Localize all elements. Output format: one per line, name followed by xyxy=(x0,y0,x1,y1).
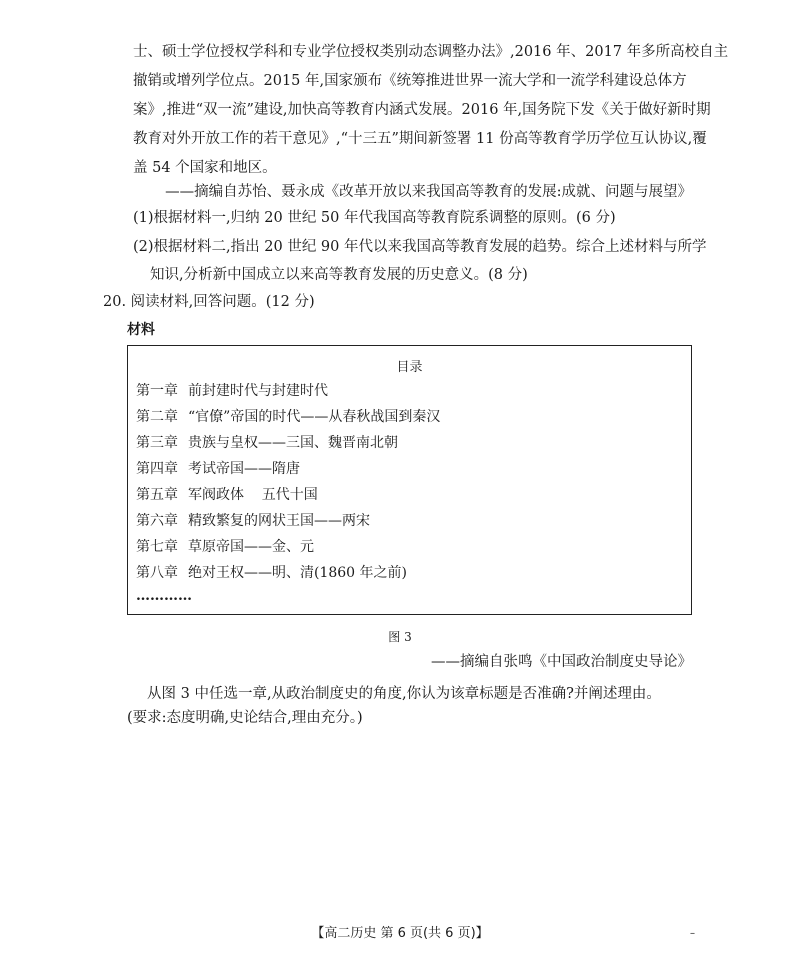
chapter-number: 第二章 xyxy=(136,409,178,425)
question-19-2-cont: 知识,分析新中国成立以来高等教育发展的历史意义。(8 分) xyxy=(150,267,528,283)
material-label: 材料 xyxy=(127,322,155,338)
chapter-number: 第四章 xyxy=(136,461,178,477)
chapter-title: 前封建时代与封建时代 xyxy=(188,383,328,399)
toc-source: ——摘编自张鸣《中国政治制度史导论》 xyxy=(431,654,692,670)
toc-row xyxy=(136,536,314,556)
toc-row xyxy=(136,562,407,582)
toc-row xyxy=(136,458,300,478)
page-footer: 【高二历史 第 6 页(共 6 页)】 xyxy=(311,926,489,941)
chapter-number: 第三章 xyxy=(136,435,178,451)
question-19-2: (2)根据材料二,指出 20 世纪 90 年代以来我国高等教育发展的趋势。综合上述材料与所学 xyxy=(133,239,707,255)
chapter-title: 军阀政体 五代十国 xyxy=(188,487,318,503)
question-19-1: (1)根据材料一,归纳 20 世纪 50 年代我国高等教育院系调整的原则。(6 分) xyxy=(133,210,616,226)
toc-title: 目录 xyxy=(396,360,423,375)
question-20-prompt: 从图 3 中任选一章,从政治制度史的角度,你认为该章标题是否准确?并阐述理由。 xyxy=(147,686,661,702)
paragraph-line: 案》,推进“双一流”建设,加快高等教育内涵式发展。2016 年,国务院下发《关于做好新时期 xyxy=(133,102,711,118)
toc-row xyxy=(136,484,318,504)
toc-row xyxy=(136,510,370,530)
paragraph-source: ——摘编自苏怡、聂永成《改革开放以来我国高等教育的发展:成就、问题与展望》 xyxy=(165,184,692,200)
paragraph-line: 盖 54 个国家和地区。 xyxy=(133,160,277,176)
chapter-number: 第八章 xyxy=(136,565,178,581)
toc-ellipsis: ………… xyxy=(136,588,192,604)
figure-caption: 图 3 xyxy=(388,630,412,644)
question-20-title: 20. 阅读材料,回答问题。(12 分) xyxy=(103,294,315,310)
chapter-title: 精致繁复的网状王国——两宋 xyxy=(188,513,370,529)
paragraph-line: 教育对外开放工作的若干意见》,“十三五”期间新签署 11 份高等教育学历学位互认协议,覆 xyxy=(133,131,707,147)
toc-row xyxy=(136,432,398,452)
table-of-contents-box xyxy=(127,345,692,615)
paragraph-line: 撤销或增列学位点。2015 年,国家颁布《统筹推进世界一流大学和一流学科建设总体方 xyxy=(133,73,687,89)
corner-mark: – xyxy=(690,928,695,939)
chapter-title: 绝对王权——明、清(1860 年之前) xyxy=(188,565,408,581)
chapter-number: 第一章 xyxy=(136,383,178,399)
chapter-title: 考试帝国——隋唐 xyxy=(188,461,300,477)
chapter-number: 第六章 xyxy=(136,513,178,529)
chapter-number: 第五章 xyxy=(136,487,178,503)
chapter-title: 贵族与皇权——三国、魏晋南北朝 xyxy=(188,435,398,451)
toc-row xyxy=(136,380,328,400)
question-20-requirement: (要求:态度明确,史论结合,理由充分。) xyxy=(127,710,363,726)
chapter-title: 草原帝国——金、元 xyxy=(188,539,314,555)
chapter-title: “官僚”帝国的时代——从春秋战国到秦汉 xyxy=(188,409,441,425)
paragraph-line: 士、硕士学位授权学科和专业学位授权类别动态调整办法》,2016 年、2017 年多所高校自主 xyxy=(133,44,729,60)
chapter-number: 第七章 xyxy=(136,539,178,555)
toc-row xyxy=(136,406,440,426)
